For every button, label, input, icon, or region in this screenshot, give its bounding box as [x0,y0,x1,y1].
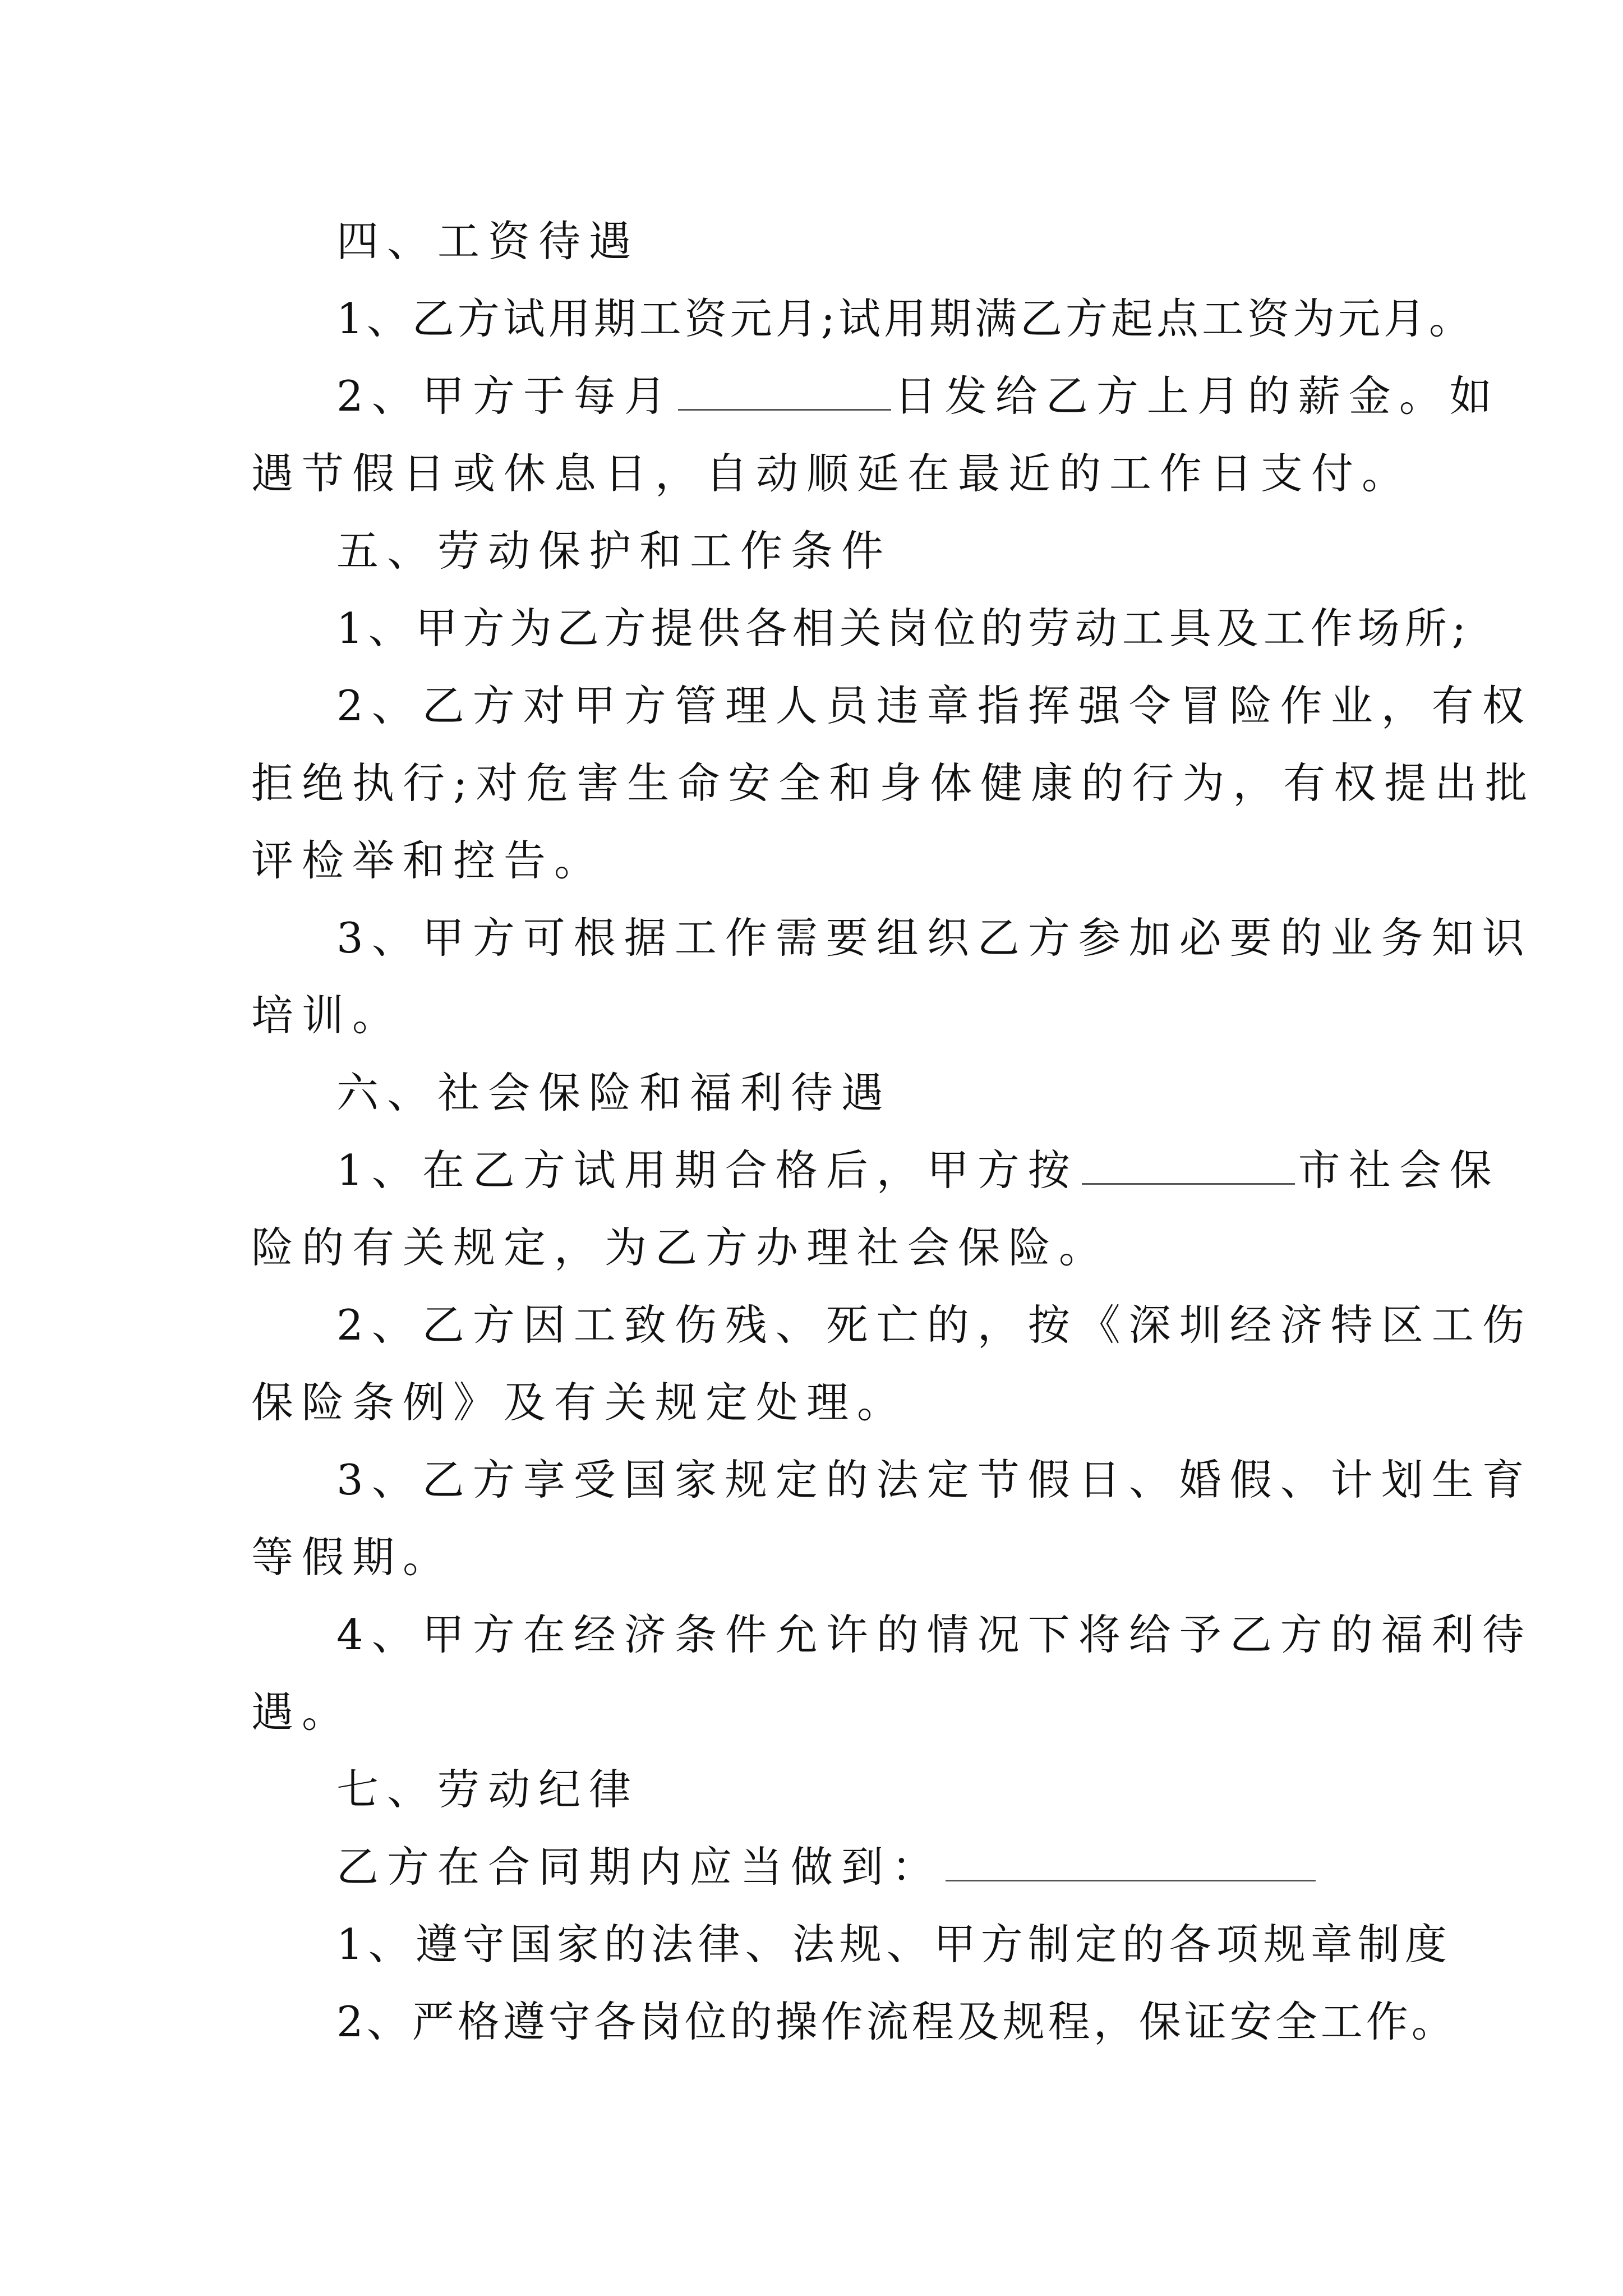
paragraph-line [251,1220,1395,1276]
paragraph-line [251,1374,1395,1430]
paragraph-text: 1、甲方为乙方提供各相关岗位的劳动工具及工作场所; [336,604,1471,653]
paragraph-text: 3、乙方享受国家规定的法定节假日、婚假、计划生育 [336,1455,1533,1504]
heading-text: 五、劳动保护和工作条件 [336,526,892,576]
paragraph-line [336,1994,1481,2050]
paragraph-text: 3、甲方可根据工作需要组织乙方参加必要的业务知识 [336,913,1533,963]
paragraph-text: 4、甲方在经济条件允许的情况下将给予乙方的福利待 [336,1610,1533,1659]
paragraph-text: 保险条例》及有关规定处理。 [251,1378,908,1427]
heading-text: 六、社会保险和福利待遇 [336,1068,892,1117]
paragraph-line [336,1142,1500,1198]
paragraph-line [251,987,1395,1043]
paragraph-text: 1、在乙方试用期合格后，甲方按 [336,1145,1078,1195]
paragraph-line [336,678,1533,734]
fill-in-blank-payday[interactable] [678,375,891,411]
section-heading-labor-discipline [336,1761,1481,1818]
paragraph-text: 1、遵守国家的法律、法规、甲方制定的各项规章制度 [336,1920,1452,1969]
fill-in-blank-obligations[interactable] [946,1846,1316,1881]
paragraph-text: 拒绝执行;对危害生命安全和身体健康的行为，有权提出批 [251,758,1536,808]
paragraph-text: 等假期。 [251,1533,454,1582]
paragraph-text: 评检举和控告。 [251,836,605,885]
paragraph-line [251,445,1413,501]
section-heading-labor-protection [336,523,1481,579]
paragraph-line [336,1839,1481,1895]
paragraph-line [251,1529,1395,1585]
paragraph-text: 1、乙方试用期工资元月;试用期满乙方起点工资为元月。 [336,294,1474,343]
paragraph-line [251,832,1395,889]
paragraph-line [336,368,1500,424]
section-heading-social-insurance [336,1065,1481,1121]
paragraph-line [336,1452,1533,1508]
paragraph-text: 2、甲方于每月 [336,371,675,421]
paragraph-line [336,291,1481,347]
paragraph-text: 2、乙方对甲方管理人员违章指挥强令冒险作业，有权 [336,681,1533,730]
paragraph-text: 遇。 [251,1687,353,1737]
paragraph-text: 险的有关规定，为乙方办理社会保险。 [251,1223,1110,1272]
paragraph-text: 市社会保 [1298,1145,1500,1195]
paragraph-line [336,910,1533,966]
paragraph-line [336,1607,1533,1663]
paragraph-text: 乙方在合同期内应当做到： [336,1842,943,1892]
paragraph-text: 2、乙方因工致伤残、死亡的，按《深圳经济特区工伤 [336,1300,1533,1350]
fill-in-blank-city[interactable] [1082,1149,1295,1185]
paragraph-line [336,600,1481,656]
paragraph-line [251,755,1536,811]
section-heading-wages [336,213,1481,269]
paragraph-line [336,1916,1481,1972]
paragraph-text: 日发给乙方上月的薪金。如 [894,371,1500,421]
paragraph-line [251,1684,1395,1740]
paragraph-text: 培训。 [251,991,403,1040]
paragraph-line [336,1297,1533,1353]
heading-text: 七、劳动纪律 [336,1765,640,1814]
heading-text: 四、工资待遇 [336,217,640,266]
paragraph-text: 遇节假日或休息日，自动顺延在最近的工作日支付。 [251,449,1413,498]
paragraph-text: 2、严格遵守各岗位的操作流程及规程，保证安全工作。 [336,1997,1457,2046]
